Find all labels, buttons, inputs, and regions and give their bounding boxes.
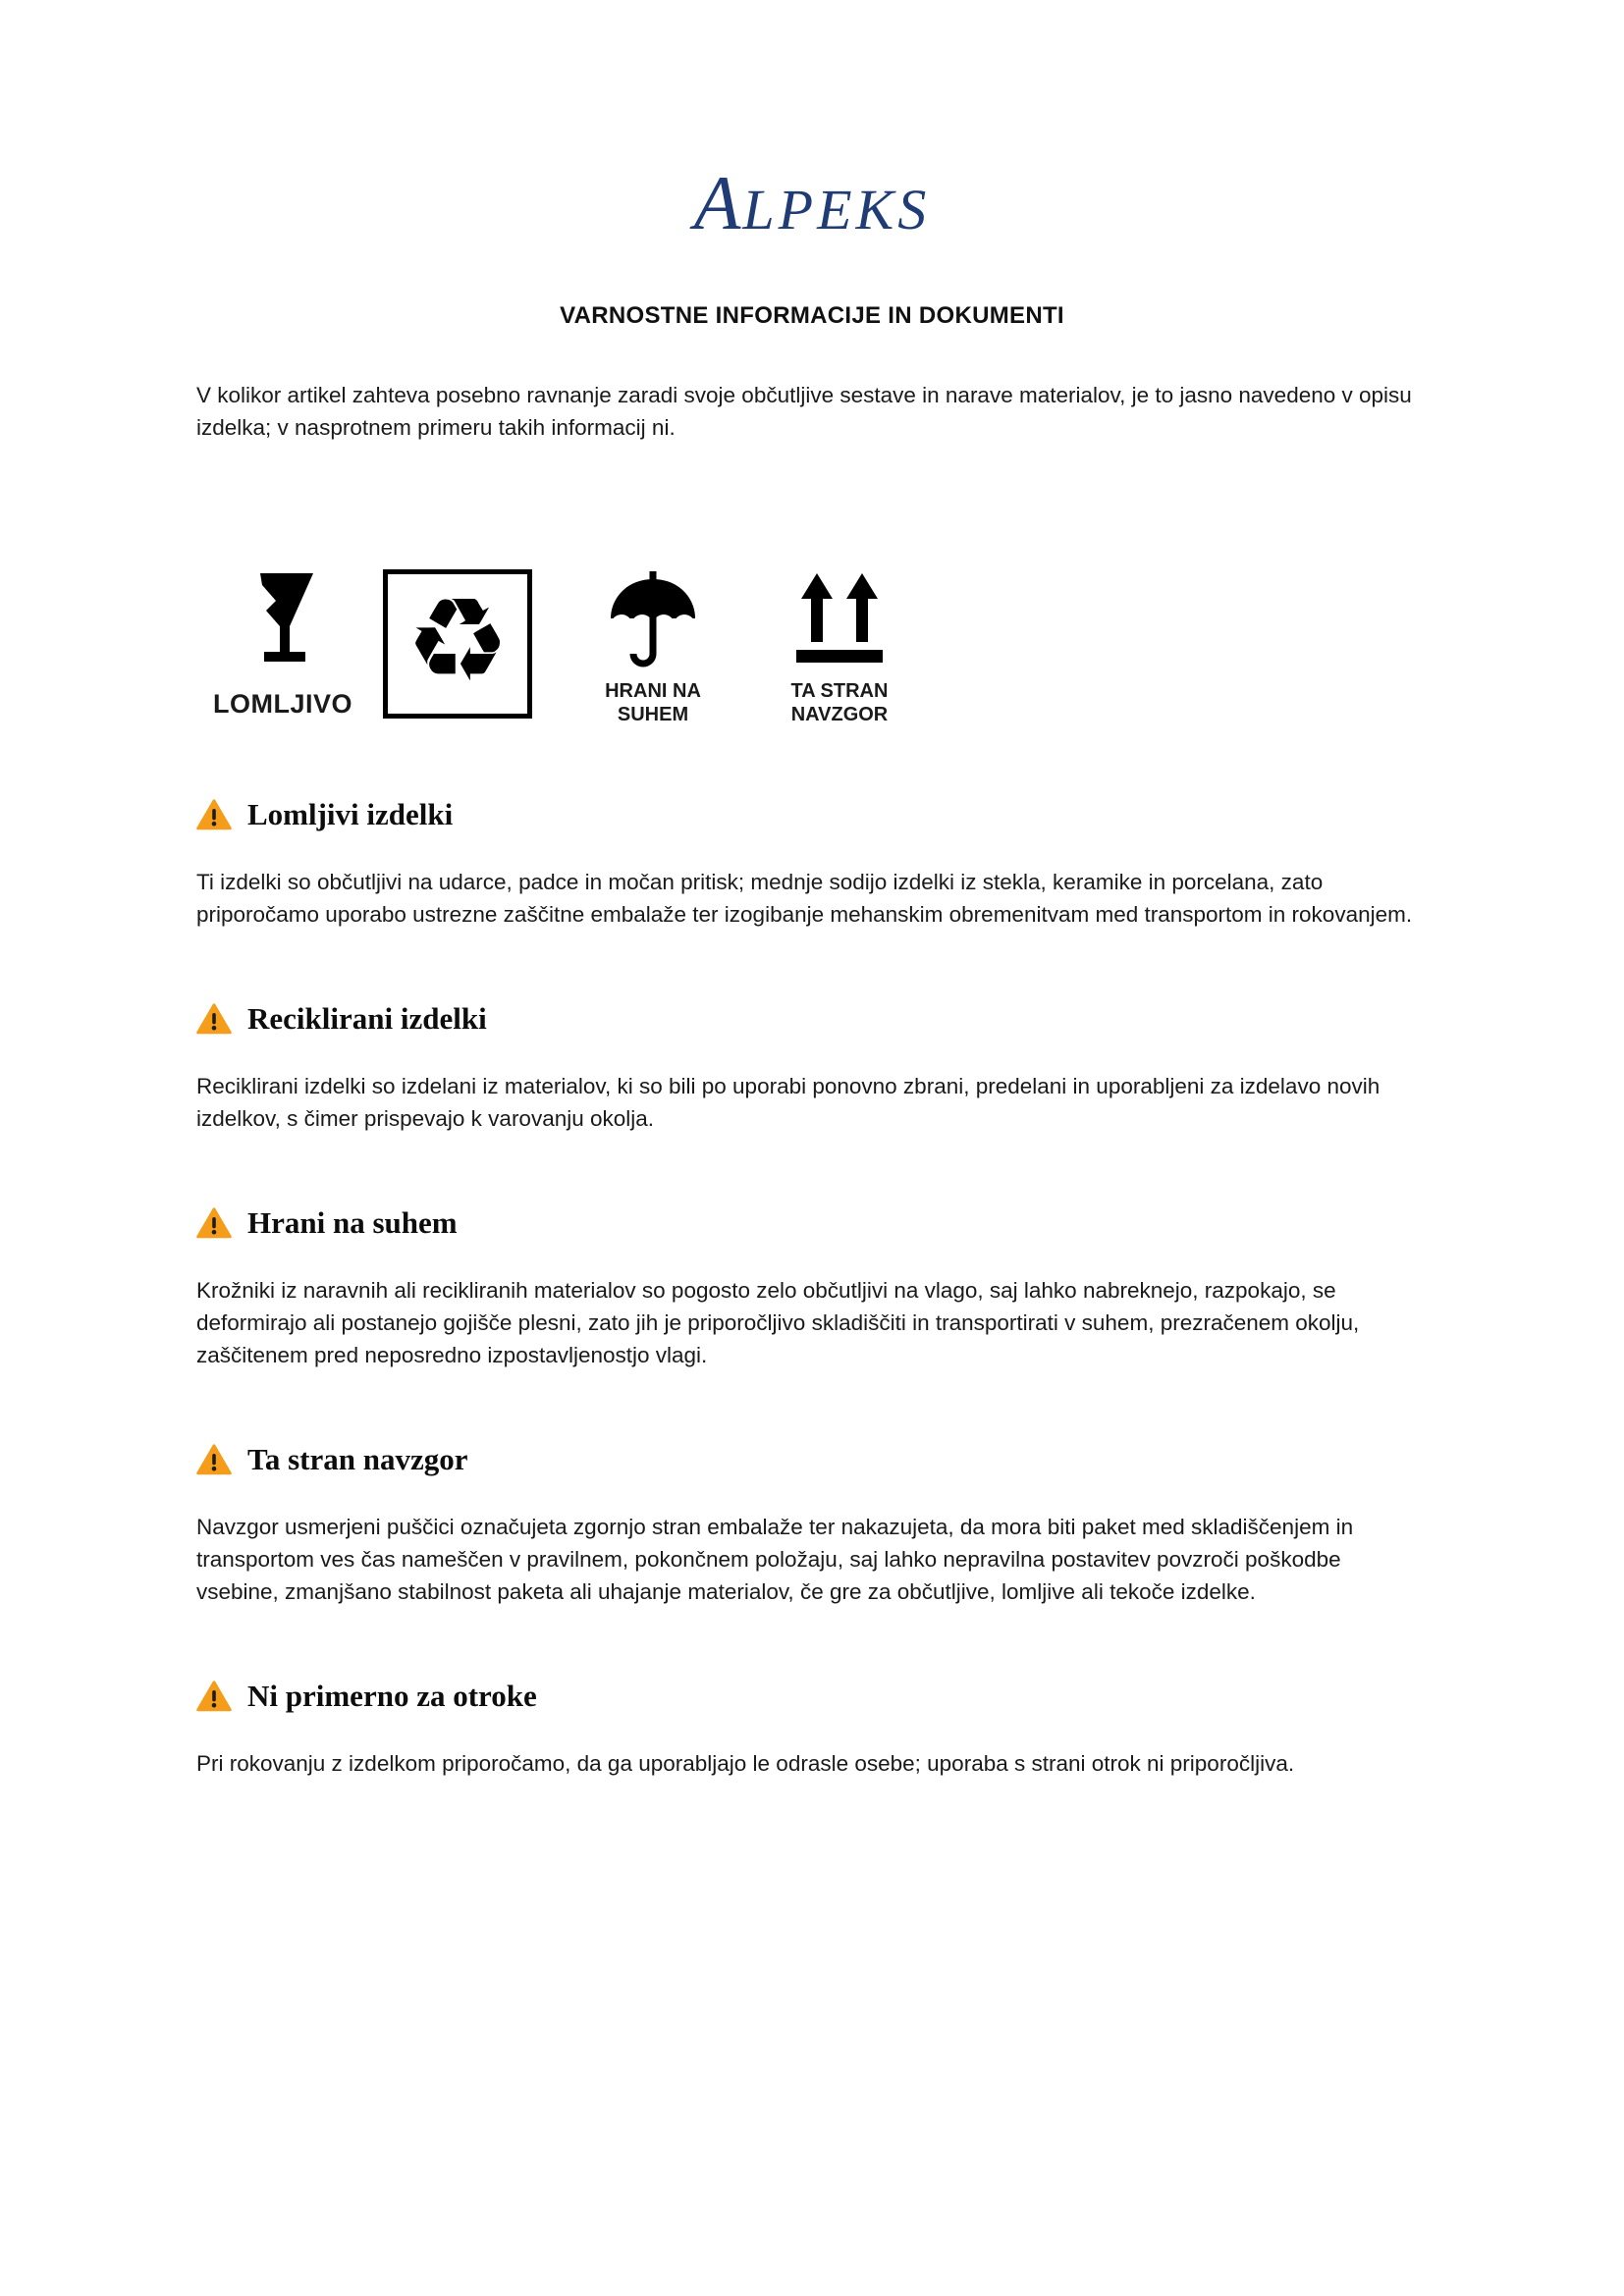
section-heading-row	[196, 1205, 1428, 1241]
umbrella-icon	[604, 569, 702, 669]
warning-icon	[196, 1681, 232, 1712]
warning-icon	[196, 799, 232, 830]
section-body: Navzgor usmerjeni puščici označujeta zgornjo stran embalaže ter nakazujeta, da mora biti paket med skladiščenjem in transportom ves čas nameščen v pravilnem, pokončnem položaju, saj lahko nepravilna postavitev povzroči poškodbe vsebine, zmanjšano stabilnost paketa ali uhajanje materialov, če gre za občutljive, lomljive ali tekoče izdelke.	[196, 1515, 1354, 1604]
section-hrani-na-suhem	[196, 1205, 1428, 1371]
fragile-glass-icon	[239, 569, 327, 675]
recyclable-symbol	[383, 569, 532, 719]
warning-icon	[196, 1003, 232, 1035]
section-heading: Lomljivi izdelki	[247, 797, 454, 831]
section-heading-row	[196, 1679, 1428, 1714]
logo-rest: LPEKS	[742, 178, 931, 241]
logo-initial: A	[693, 160, 743, 245]
section-heading-row	[196, 1001, 1428, 1037]
section-reciklirani-izdelki	[196, 1001, 1428, 1135]
recycle-icon: ♻	[406, 572, 510, 708]
section-body: Ti izdelki so občutljivi na udarce, padce in močan pritisk; mednje sodijo izdelki iz stekla, keramike in porcelana, zato priporočamo uporabo ustrezne zaščitne embalaže ter izogibanje mehanskim obremenitvam med transportom in rokovanjem.	[196, 870, 1413, 927]
this-side-up-icon	[792, 569, 887, 669]
section-ta-stran-navzgor	[196, 1442, 1428, 1608]
section-heading: Hrani na suhem	[247, 1205, 458, 1240]
this-side-up-symbol	[766, 569, 913, 726]
fragile-label: LOMLJIVO	[212, 689, 352, 719]
section-body: Krožniki iz naravnih ali recikliranih materialov so pogosto zelo občutljivi na vlago, saj lahko nabreknejo, razpokajo, se deformirajo ali postanejo gojišče plesni, zato jih je priporočljivo skladiščiti in transportirati v suhem, prezračenem okolju, zaščitenem pred neposredno izpostavljenostjo vlagi.	[196, 1278, 1360, 1367]
section-heading-row	[196, 797, 1428, 832]
packaging-symbols-row	[196, 569, 1428, 726]
this-side-up-label: TA STRAN NAVZGOR	[790, 680, 889, 725]
section-heading: Ni primerno za otroke	[247, 1679, 537, 1713]
document-title: VARNOSTNE INFORMACIJE IN DOKUMENTI	[560, 302, 1064, 329]
section-heading: Ta stran navzgor	[247, 1442, 468, 1476]
section-body: Pri rokovanju z izdelkom priporočamo, da ga uporabljajo le odrasle osebe; uporaba s strani otrok ni priporočljiva.	[196, 1751, 1295, 1776]
section-heading: Reciklirani izdelki	[247, 1001, 487, 1036]
keep-dry-symbol	[579, 569, 727, 726]
section-ni-primerno-za-otroke	[196, 1679, 1428, 1780]
warning-icon	[196, 1444, 232, 1475]
fragile-symbol	[204, 569, 361, 720]
recycle-box	[383, 569, 532, 719]
company-logo	[196, 160, 1428, 245]
intro-paragraph: V kolikor artikel zahteva posebno ravnanje zaradi svoje občutljive sestave in narave materialov, je to jasno navedeno v opisu izdelka; v nasprotnem primeru takih informacij ni.	[196, 383, 1412, 440]
warning-icon	[196, 1207, 232, 1239]
section-lomljivi-izdelki	[196, 797, 1428, 931]
keep-dry-label: HRANI NA SUHEM	[605, 680, 701, 725]
section-body: Reciklirani izdelki so izdelani iz materialov, ki so bili po uporabi ponovno zbrani, predelani in uporabljeni za izdelavo novih izdelkov, s čimer prispevajo k varovanju okolja.	[196, 1074, 1380, 1131]
section-heading-row	[196, 1442, 1428, 1477]
